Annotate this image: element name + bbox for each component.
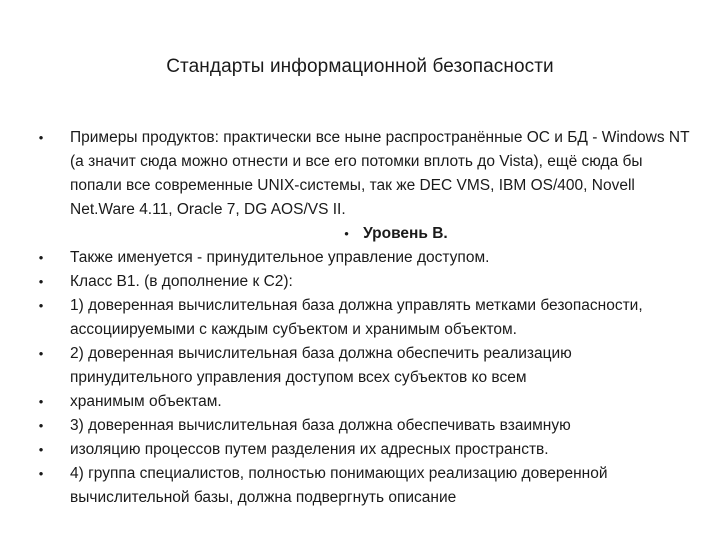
- list-item: [36, 342, 696, 390]
- level-heading: Уровень B.: [363, 225, 448, 242]
- list-item-text: 3) доверенная вычислительная база должна обеспечивать взаимную: [70, 417, 571, 434]
- slide-title: Стандарты информационной безопасности: [166, 56, 554, 77]
- list-item-text: хранимым объектам.: [70, 393, 222, 410]
- list-item-level-heading: [36, 222, 696, 246]
- bullet-icon: •: [38, 250, 44, 265]
- list-item: [36, 438, 696, 462]
- bullet-icon: •: [38, 274, 44, 289]
- list-item-text: 1) доверенная вычислительная база должна управлять метками безопасности, ассоциируемыми с каждым субъектом и хранимым объектом.: [70, 297, 643, 338]
- list-item-text: изоляцию процессов путем разделения их адресных пространств.: [70, 441, 549, 458]
- list-item: [36, 294, 696, 342]
- bullet-icon: •: [38, 418, 44, 433]
- list-item: [36, 126, 696, 222]
- list-item-text: 4) группа специалистов, полностью понимающих реализацию доверенной вычислительной базы, должна подвергнуть описание: [70, 465, 608, 506]
- bullet-icon: •: [38, 466, 44, 481]
- bullet-icon: •: [38, 298, 44, 313]
- list-item-text: Также именуется - принудительное управление доступом.: [70, 249, 490, 266]
- bullet-list: [36, 126, 696, 510]
- list-item: [36, 462, 696, 510]
- list-item: [36, 414, 696, 438]
- list-item: [36, 246, 696, 270]
- list-item: [36, 390, 696, 414]
- bullet-icon: •: [38, 346, 44, 361]
- bullet-icon: •: [38, 442, 44, 457]
- list-item-text: 2) доверенная вычислительная база должна обеспечить реализацию принудительного управления доступом всех субъектов ко всем: [70, 345, 572, 386]
- bullet-icon: •: [38, 130, 44, 145]
- bullet-icon: •: [38, 394, 44, 409]
- bullet-icon: •: [344, 226, 349, 241]
- list-item-text: Примеры продуктов: практически все ныне распространённые ОС и БД - Windows NT (а значит сюда можно отнести и все его потомки вплоть до Vista), ещё сюда бы попали все современные UNIX-системы, так же DEC VMS, IBM OS/400, Novell Net.Ware 4.11, Oracle 7, DG AOS/VS II.: [70, 129, 690, 218]
- list-item-text: Класс B1. (в дополнение к C2):: [70, 273, 293, 290]
- list-item: [36, 270, 696, 294]
